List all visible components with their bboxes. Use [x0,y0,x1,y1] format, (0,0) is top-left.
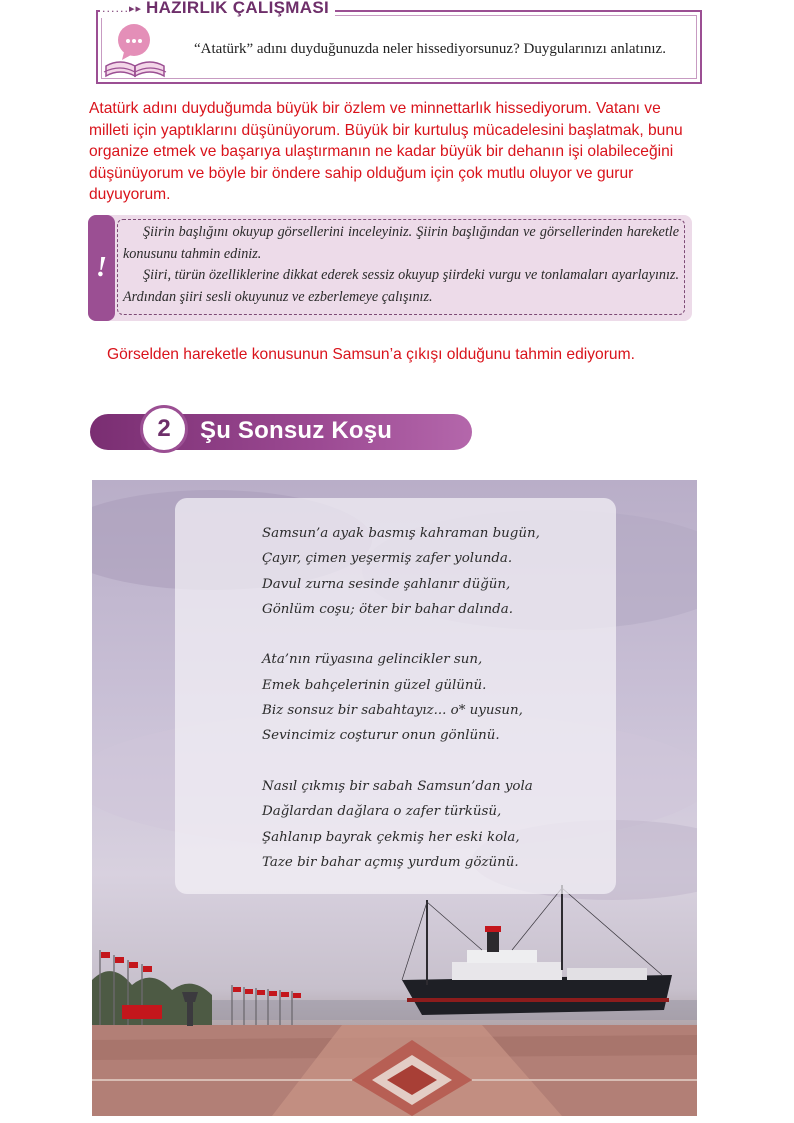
poem-line: Emek bahçelerinin güzel gülünü. [262,677,487,693]
instructions-paragraph-2: Şiiri, türün özelliklerine dikkat ederek sessiz okuyup şiirdeki vurgu ve tonlamaları ayarlayınız. Ardından şiiri sesli okuyunuz ve ezberlemeye çalışınız. [123,267,679,305]
preparation-question: “Atatürk” adını duyduğunuzda neler hissediyorsunuz? Duygularınızı anlatınız. [194,41,666,57]
poem-line: Taze bir bahar açmış yurdum gözünü. [262,854,519,870]
answer-2-text: Görselden hareketle konusunun Samsun’a çıkışı olduğunu tahmin ediyorum. [107,346,635,363]
instructions-tab [88,215,115,321]
poem-line: Gönlüm coşu; öter bir bahar dalında. [262,601,513,617]
preparation-header [100,0,335,18]
poem-text [262,521,602,900]
poem-stanza-2 [262,647,602,748]
exclamation-icon: ! [96,252,107,283]
section-title: Şu Sonsuz Koşu [200,417,393,444]
poem-line: Nasıl çıkmış bir sabah Samsun’dan yola [262,778,533,794]
poem-line: Ata’nın rüyasına gelincikler sun, [262,652,483,668]
poem-line: Sevincimiz coşturur onun gönlünü. [262,728,500,744]
preparation-dots: ......▸▸ [102,1,143,15]
poem-stanza-1 [262,521,602,622]
instructions-paragraph-1: Şiirin başlığını okuyup görsellerini inceleyiniz. Şiirin başlığından ve görsellerinden hareketle konusunu tahmin ediniz. [123,224,679,262]
answer-1-text: Atatürk adını duyduğumda büyük bir özlem ve minnettarlık hissediyorum. Vatanı ve milleti için yaptıklarını düşünüyorum. Büyük bir kurtuluş mücadelesini başlatmak, bunu organize etmek ve başarıya ulaştırmanın ne kadar büyük bir dehanın işi olabileceğini düşünüyorum ve böyle bir öndere sahip olduğum için çok mutlu oluyor ve gurur duyuyorum. [89,100,683,203]
poem-line: Biz sonsuz bir sabahtayız... o* uyusun, [262,703,523,719]
poem-stanza-3 [262,774,602,875]
poem-line: Samsun’a ayak basmış kahraman bugün, [262,526,540,541]
section-number-badge [140,405,188,453]
poem-line: Şahlanıp bayrak çekmiş her eski kola, [262,829,520,845]
poem-line: Davul zurna sesinde şahlanır düğün, [262,576,511,592]
speech-book-icon [100,20,172,80]
poem-line: Çayır, çimen yeşermiş zafer yolunda. [262,551,513,567]
poem-line: Dağlardan dağlara o zafer türküsü, [262,804,502,820]
instructions-text [123,222,679,308]
preparation-title: HAZIRLIK ÇALIŞMASI [146,0,329,17]
section-number: 2 [157,415,171,442]
